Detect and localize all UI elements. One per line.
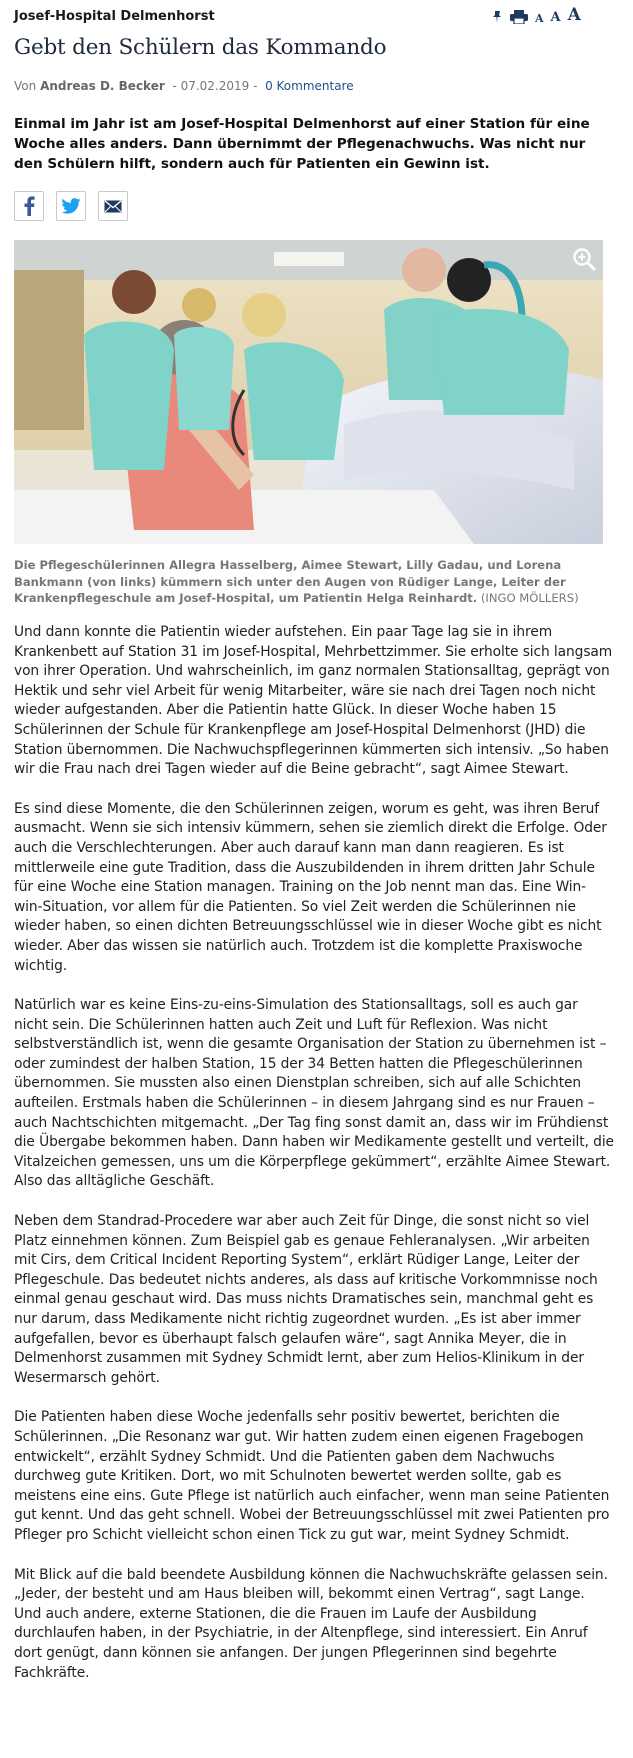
paragraph: Und dann konnte die Patientin wieder aufstehen. Ein paar Tage lag sie in ihrem Krankenbett auf Station 31 im Josef-Hospital, Mehrbettzimmer. Sie erholte sich langsam von ihrer Operation. Und wahrscheinlich, im ganz normalen Stationsalltag, geprägt von Hektik und sehr viel Arbeit für wenig Mitarbeiter, wäre sie nach drei Tagen noch nicht wieder aufgestanden. Aber die Patientin hatte Glück. In dieser Woche haben 15 Schülerinnen der Schule für Krankenpflege am Josef-Hospital Delmenhorst (JHD) die Station übernommen. Die Nachwuchspflegerinnen kümmerten sich intensiv. „So haben wir die Frau nach drei Tagen wieder auf die Beine gebracht“, sagt Aimee Stewart.	[14, 624, 613, 778]
font-size-large-button[interactable]: A	[567, 5, 581, 25]
photo-credit: (INGO MÖLLERS)	[480, 591, 579, 605]
paragraph: Die Patienten haben diese Woche jedenfalls sehr positiv bewertet, berichten die Schülerinnen. „Die Resonanz war gut. Wir hatten zudem einen eigenen Fragebogen entwickelt“, erzählt Sydney Schmidt. Und die Patienten gaben dem Nachwuchs durchweg gute Kritiken. Dort, wo mit Schulnoten bewertet werden sollte, gab es meistens eine eins. Gute Pflege ist natürlich auch einfacher, wenn man seine Patienten gut kennt. Und das geht schnell. Wobei der Betreuungsschlüssel mit zwei Patienten pro Pfleger pro Schicht vielleicht schon einen Tick zu gut war, meint Sydney Schmidt.	[14, 1409, 610, 1543]
article-lead: Einmal im Jahr ist am Josef-Hospital Delmenhorst auf einer Station für eine Woche alles anders. Dann übernimmt der Pflegenachwuchs. Was nicht nur den Schülern hilft, sondern auch für Patienten ein Gewinn ist.	[14, 116, 590, 172]
paragraph: Mit Blick auf die bald beendete Ausbildung können die Nachwuchskräfte gelassen sein. „Jeder, der besteht und am Haus bleiben will, bekommt einen Vertrag“, sagt Lange. Und auch andere, externe Stationen, die die Frauen im Laufe der Ausbildung durchlaufen haben, in der Psychiatrie, in der Altenpflege, sind interessiert. Ein Anruf dort genügt, dann können sie anfangen. Der jungen Pflegerinnen sind begehrte Fachkräfte.	[14, 1566, 608, 1681]
email-share-button[interactable]	[98, 191, 128, 221]
article-title: Gebt den Schülern das Kommando	[14, 35, 387, 60]
print-icon[interactable]	[510, 10, 528, 24]
byline-prefix: Von	[14, 79, 37, 93]
font-size-medium-button[interactable]: A	[550, 10, 561, 25]
paragraph: Neben dem Standrad-Procedere war aber auch Zeit für Dinge, die sonst nicht so viel Platz einnehmen können. Zum Beispiel gab es genaue Fehleranalysen. „Wir arbeiten mit Cirs, dem Critical Incident Reporting System“, erklärt Rüdiger Lange, Leiter der Pflegeschule. Das bedeutet nichts anderes, als dass auf kritische Vorkommnisse noch einmal genau geschaut wird. Das muss nichts Dramatisches sein, manchmal geht es nur darum, dass Medikamente nicht richtig zugeordnet wurden. „Es ist aber immer aufgefallen, bevor es überhaupt falsch gelaufen wäre“, sagt Annika Meyer, die in Delmenhorst zusammen mit Sydney Schmidt lernt, aber zum Helios-Klinikum in der Wesermarsch gehört.	[14, 1213, 598, 1386]
top-bar	[14, 0, 633, 26]
hospital-scene-image	[14, 240, 603, 544]
twitter-icon	[61, 198, 81, 214]
article-photo[interactable]	[14, 240, 603, 544]
section-label: Josef-Hospital Delmenhorst	[14, 9, 215, 24]
author-name: Andreas D. Becker	[40, 79, 165, 93]
zoom-icon[interactable]	[571, 246, 597, 272]
paragraph: Es sind diese Momente, die den Schülerinnen zeigen, worum es geht, was ihren Beruf ausmacht. Wenn sie sich intensiv kümmern, sehen sie ziemlich direkt die Erfolge. Oder auch die Verschlechterungen. Aber auch darauf kann man dann reagieren. Es ist mittlerweile eine gute Tradition, dass die Auszubildenden in ihrem dritten Jahr Schule für eine Woche eine Station managen. Training on the Job nennt man das. Eine Win-win-Situation, vor allem für die Patienten. So viel Zeit werden die Schülerinnen nie wieder haben, so einen dichten Betreuungsschlüssel wie in dieser Woche gibt es nicht wieder. Aber das wissen sie natürlich auch. Trotzdem ist die komplette Praxiswoche wichtig.	[14, 800, 607, 974]
mail-icon	[104, 200, 122, 213]
byline	[14, 78, 633, 94]
font-size-small-button[interactable]: A	[535, 12, 544, 25]
article-body	[14, 623, 614, 1703]
facebook-share-button[interactable]	[14, 191, 44, 221]
facebook-icon	[22, 196, 36, 216]
article-tools	[491, 6, 581, 24]
twitter-share-button[interactable]	[56, 191, 86, 221]
pin-icon[interactable]	[491, 10, 503, 24]
caption-text: Die Pflegeschülerinnen Allegra Hasselberg, Aimee Stewart, Lilly Gadau, und Lorena Bankmann (von links) kümmern sich unter den Augen von Rüdiger Lange, Leiter der Krankenpflegeschule am Josef-Hospital, um Patientin Helga Reinhardt.	[14, 558, 566, 605]
share-buttons	[14, 191, 633, 223]
article-date: - 07.02.2019 -	[168, 79, 262, 93]
photo-caption	[14, 557, 614, 607]
comments-link[interactable]: 0 Kommentare	[265, 79, 354, 93]
paragraph: Natürlich war es keine Eins-zu-eins-Simulation des Stationsalltags, soll es auch gar nicht sein. Die Schülerinnen hatten auch Zeit und Luft für Reflexion. Was nicht selbstverständlich ist, wenn die gesamte Organisation der Station zu übernehmen ist – oder zumindest der halben Station, 15 der 34 Betten hatten die Pflegeschülerinnen übernommen. Sie mussten also einen Dienstplan schreiben, sich auf alle Schichten aufteilen. Erstmals haben die Schülerinnen – in diesem Jahrgang sind es nur Frauen – auch Nachtschichten mitgemacht. „Der Tag fing sonst damit an, dass wir im Frühdienst die Übergabe bekommen haben. Dann haben wir Medikamente gestellt und verteilt, die Vitalzeichen gemessen, uns um die Körperpflege gekümmert“, erzählte Aimee Stewart. Also das alltägliche Geschäft.	[14, 997, 614, 1190]
